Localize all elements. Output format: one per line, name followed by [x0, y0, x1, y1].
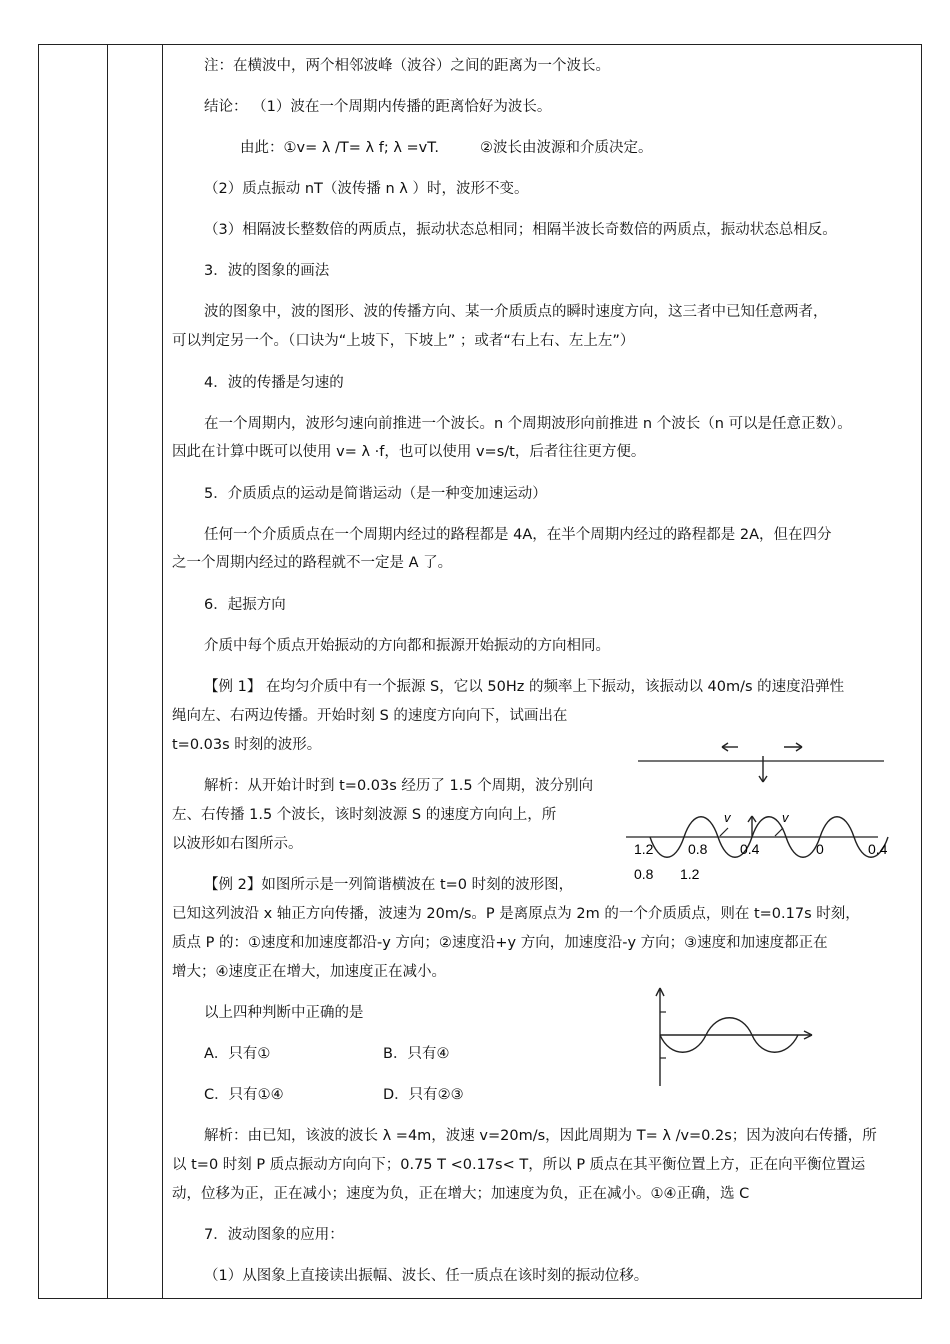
solution-2-line-2: 以 t=0 时刻 P 质点振动方向向下；0.75 T <0.17s< T，所以 P 质点在其平衡位置上方，正在向平衡位置运 [172, 1157, 866, 1173]
paragraph-7: （1）从图象上直接读出振幅、波长、任一质点在该时刻的振动位移。 [204, 1268, 649, 1284]
note-line: 注：在横波中，两个相邻波峰（波谷）之间的距离为一个波长。 [204, 58, 610, 74]
example-1-line-3: t=0.03s 时刻的波形。 [172, 737, 322, 753]
solution-1-line-3: 以波形如右图所示。 [172, 836, 303, 852]
tick-label: 1.2 [680, 866, 700, 882]
tick-label: 0.8 [634, 866, 654, 882]
option-a: A．只有① [204, 1046, 271, 1062]
example-2-line-4: 增大；④速度正在增大，加速度正在减小。 [172, 964, 446, 980]
heading-4: 4．波的传播是匀速的 [204, 375, 344, 391]
example-2-line-1: 【例 2】如图所示是一列简谐横波在 t=0 时刻的波形图， [204, 877, 574, 893]
option-c: C．只有①④ [204, 1087, 284, 1103]
tick-label: 0.4 [868, 841, 888, 857]
conclusion-2: （2）质点振动 nT（波传播 n λ ）时，波形不变。 [204, 181, 529, 197]
heading-7: 7．波动图象的应用： [204, 1227, 344, 1243]
example-1-line-2: 绳向左、右两边传播。开始时刻 S 的速度方向向下，试画出在 [172, 708, 568, 724]
solution-1-line-2: 左、右传播 1.5 个波长，该时刻波源 S 的速度方向向上，所 [172, 807, 557, 823]
paragraph-6: 介质中每个质点开始振动的方向都和振源开始振动的方向相同。 [204, 638, 610, 654]
solution-2-line-3: 动，位移为正，正在减小；速度为负，正在增大；加速度为负，正在减小。①④正确，选 C [172, 1186, 750, 1202]
option-b: B．只有④ [383, 1046, 450, 1062]
tick-label: 0.8 [688, 841, 708, 857]
velocity-arrow-right [775, 828, 783, 836]
paragraph-4a: 在一个周期内，波形匀速向前推进一个波长。n 个周期波形向前推进 n 个波长（n 可以是任意正数）。 [204, 416, 852, 432]
paragraph-4b: 因此在计算中既可以使用 v= λ ·f，也可以使用 v=s/t，后者往往更方便。 [172, 444, 646, 460]
example-1-wave-figure [620, 734, 900, 889]
tick-label: 0.4 [740, 841, 760, 857]
paragraph-3b: 可以判定另一个。（口诀为“上坡下，下坡上” ；或者“右上右、左上左”） [172, 333, 635, 349]
example-1-line-1: 【例 1】 在均匀介质中有一个振源 S，它以 50Hz 的频率上下振动，该振动以 40m/s 的速度沿弹性 [204, 679, 845, 695]
option-d: D．只有②③ [383, 1087, 464, 1103]
example-2-line-3: 质点 P 的：①速度和加速度都沿-y 方向；②速度沿+y 方向，加速度沿-y 方向；③速度和加速度都正在 [172, 935, 828, 951]
paragraph-5b: 之一个周期内经过的路程就不一定是 A 了。 [172, 555, 453, 571]
heading-5: 5．介质质点的运动是简谐运动（是一种变加速运动） [204, 486, 547, 502]
heading-3: 3．波的图象的画法 [204, 263, 330, 279]
velocity-arrow-left [720, 828, 728, 836]
tick-label: 0 [816, 841, 824, 857]
example-2-wave-figure [640, 982, 820, 1092]
solution-2-line-1: 解析：由已知，该波的波长 λ =4m，波速 v=20m/s，因此周期为 T= λ /v=0.2s；因为波向右传播，所 [204, 1128, 877, 1144]
conclusion-line: 结论： （1）波在一个周期内传播的距离恰好为波长。 [204, 99, 552, 115]
tick-label: 1.2 [634, 841, 654, 857]
heading-6: 6．起振方向 [204, 597, 286, 613]
conclusion-3: （3）相隔波长整数倍的两质点，振动状态总相同；相隔半波长奇数倍的两质点，振动状态总相反。 [204, 222, 837, 238]
paragraph-5a: 任何一个介质质点在一个周期内经过的路程都是 4A，在半个周期内经过的路程都是 2A，但在四分 [204, 527, 832, 543]
question-line: 以上四种判断中正确的是 [204, 1005, 364, 1021]
column-divider-1 [107, 44, 108, 1299]
formula-line: 由此：①v= λ /T= λ f; λ =vT. [240, 140, 439, 156]
velocity-label-left: v [724, 810, 731, 825]
solution-1-line-1: 解析：从开始计时到 t=0.03s 经历了 1.5 个周期，波分别向 [204, 778, 594, 794]
formula-line-note: ②波长由波源和介质决定。 [480, 140, 653, 156]
column-divider-2 [162, 44, 163, 1299]
example-2-line-2: 已知这列波沿 x 轴正方向传播，波速为 20m/s。P 是离原点为 2m 的一个介质质点，则在 t=0.17s 时刻， [172, 906, 860, 922]
velocity-label-right: v [782, 810, 789, 825]
paragraph-3a: 波的图象中，波的图形、波的传播方向、某一介质质点的瞬时速度方向，这三者中已知任意两者， [204, 304, 828, 320]
